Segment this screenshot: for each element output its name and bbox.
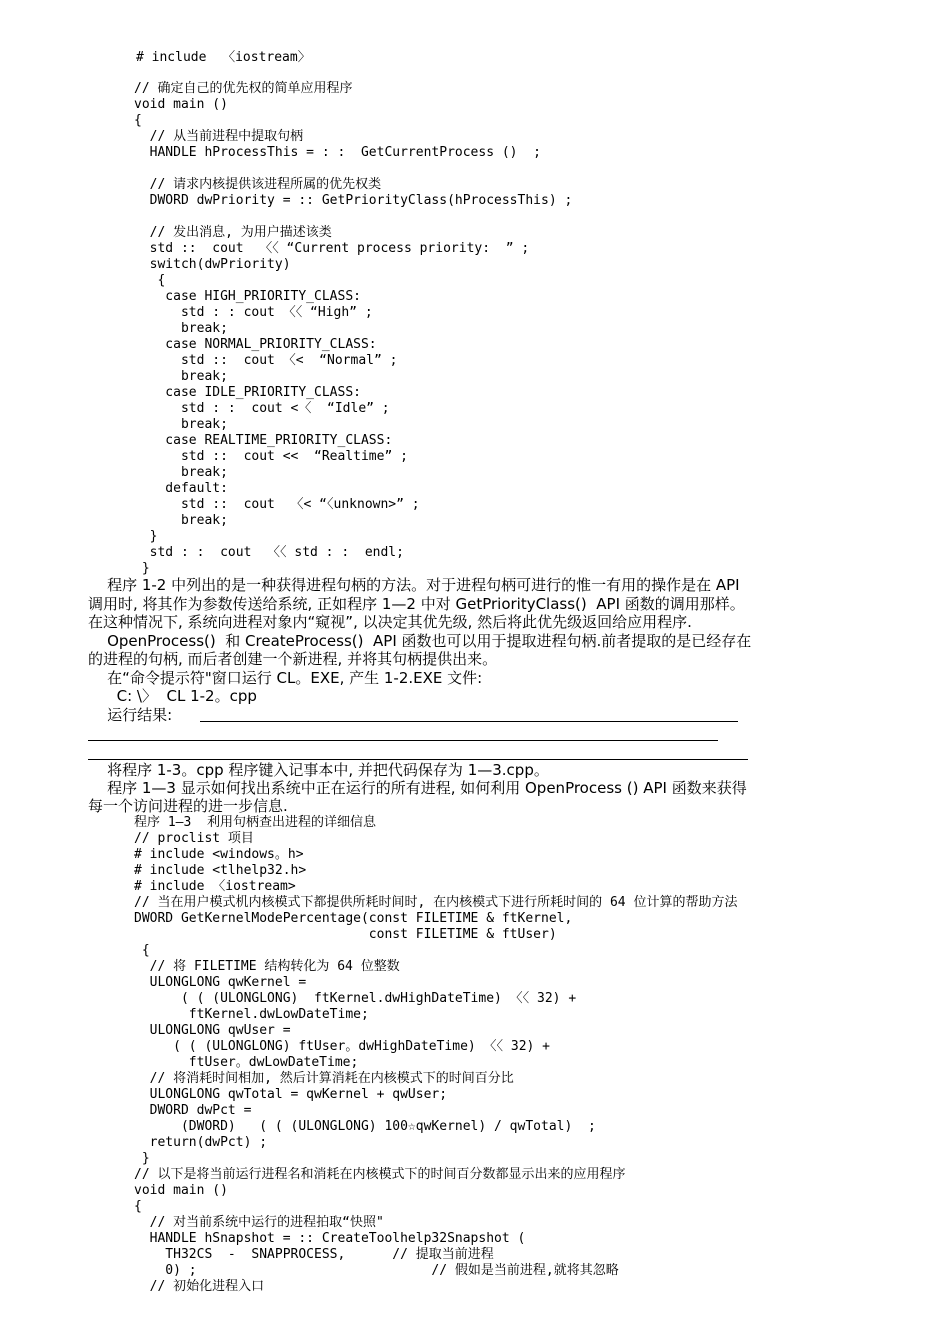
code-line: // 对当前系统中运行的进程拍取“快照" bbox=[134, 1215, 384, 1230]
code-line: void main () bbox=[134, 1183, 228, 1198]
code-line: // proclist 项目 bbox=[134, 831, 254, 846]
answer-line bbox=[88, 759, 748, 760]
code-line: HANDLE hProcessThis = : : GetCurrentProcess () ; bbox=[134, 145, 541, 160]
code-line: // 确定自己的优先权的简单应用程序 bbox=[134, 81, 353, 96]
code-line: { bbox=[134, 113, 142, 128]
code-line: std :: cout 〈< “〈unknown>” ; bbox=[134, 497, 420, 512]
command-line: C: \〉 CL 1-2。cpp bbox=[88, 687, 257, 705]
code-line: void main () bbox=[134, 97, 228, 112]
code-line: default: bbox=[134, 481, 228, 496]
code-line: DWORD dwPriority = :: GetPriorityClass(hProcessThis) ; bbox=[134, 193, 573, 208]
code-caption: 程序 1—3 利用句柄查出进程的详细信息 bbox=[134, 815, 376, 830]
body-text-line: 程序 1-2 中列出的是一种获得进程句柄的方法。对于进程句柄可进行的惟一有用的操作是在 API bbox=[88, 576, 740, 594]
code-line: ( ( (ULONGLONG) ftUser。dwHighDateTime) 〈〈 32) + bbox=[134, 1039, 551, 1054]
code-line: // 发出消息, 为用户描述该类 bbox=[134, 225, 332, 240]
body-text-line: 每一个访问进程的进一步信息. bbox=[88, 797, 288, 815]
body-text-line: 程序 1—3 显示如何找出系统中正在运行的所有进程, 如何利用 OpenProcess () API 函数来获得 bbox=[88, 779, 747, 797]
code-line: std :: cout 〈< “Normal” ; bbox=[134, 353, 398, 368]
code-line: break; bbox=[134, 513, 228, 528]
code-line: // 当在用户模式机内核模式下都提供所耗时间时, 在内核模式下进行所耗时间的 64 位计算的帮助方法 bbox=[134, 895, 738, 910]
code-line: ( ( (ULONGLONG) ftKernel.dwHighDateTime) 〈〈 32) + bbox=[134, 991, 577, 1006]
answer-line bbox=[200, 721, 738, 722]
code-line: const FILETIME & ftUser) bbox=[134, 927, 557, 942]
body-text-line: OpenProcess() 和 CreateProcess() API 函数也可以用于提取进程句柄.前者提取的是已经存在 bbox=[88, 632, 752, 650]
code-line: 0) ; // 假如是当前进程,就将其忽略 bbox=[134, 1263, 619, 1278]
code-line: return(dwPct) ; bbox=[134, 1135, 268, 1150]
code-line: // 将 FILETIME 结构转化为 64 位整数 bbox=[134, 959, 400, 974]
body-text-line: 将程序 1-3。cpp 程序键入记事本中, 并把代码保存为 1—3.cpp。 bbox=[88, 761, 549, 779]
code-line: } bbox=[134, 1151, 150, 1166]
code-line: } bbox=[134, 529, 158, 544]
code-line: ULONGLONG qwKernel = bbox=[134, 975, 307, 990]
body-text-line: 在这种情况下, 系统向进程对象内“窥视”, 以决定其优先级, 然后将此优先级返回给应用程序. bbox=[88, 613, 692, 631]
code-line: break; bbox=[134, 321, 228, 336]
code-line: // 请求内核提供该进程所属的优先权类 bbox=[134, 177, 382, 192]
code-line: # include <tlhelp32.h> bbox=[134, 863, 307, 878]
code-line: { bbox=[134, 1199, 142, 1214]
code-line: break; bbox=[134, 369, 228, 384]
code-line: // 将消耗时间相加, 然后计算消耗在内核模式下的时间百分比 bbox=[134, 1071, 514, 1086]
code-line: TH32CS - SNAPPROCESS, // 提取当前进程 bbox=[134, 1247, 494, 1262]
code-line: ftUser。dwLowDateTime; bbox=[134, 1055, 359, 1070]
code-line: case NORMAL_PRIORITY_CLASS: bbox=[134, 337, 377, 352]
code-line: // 从当前进程中提取句柄 bbox=[134, 129, 304, 144]
code-line: { bbox=[134, 943, 150, 958]
code-line: DWORD GetKernelModePercentage(const FILETIME & ftKernel, bbox=[134, 911, 573, 926]
code-line: case REALTIME_PRIORITY_CLASS: bbox=[134, 433, 393, 448]
code-line: // 以下是将当前运行进程名和消耗在内核模式下的时间百分数都显示出来的应用程序 bbox=[134, 1167, 626, 1182]
answer-line bbox=[88, 740, 718, 741]
code-line: std : : cout 〈〈 std : : endl; bbox=[134, 545, 404, 560]
code-line: break; bbox=[134, 465, 228, 480]
code-line: DWORD dwPct = bbox=[134, 1103, 252, 1118]
code-line: case HIGH_PRIORITY_CLASS: bbox=[134, 289, 361, 304]
code-line: ftKernel.dwLowDateTime; bbox=[134, 1007, 369, 1022]
result-label: 运行结果: bbox=[88, 706, 173, 724]
code-line: break; bbox=[134, 417, 228, 432]
code-line: # include <windows。h> bbox=[134, 847, 304, 862]
body-text-line: 调用时, 将其作为参数传送给系统, 正如程序 1—2 中对 GetPriorityClass() API 函数的调用那样。 bbox=[88, 595, 745, 613]
code-line: std : : cout <〈 “Idle” ; bbox=[134, 401, 390, 416]
code-line: (DWORD) ( ( (ULONGLONG) 100☆qwKernel) / qwTotal) ; bbox=[134, 1119, 596, 1134]
body-text-line: 在“命令提示符"窗口运行 CL。EXE, 产生 1-2.EXE 文件: bbox=[88, 669, 483, 687]
code-line: # include 〈iostream> bbox=[134, 879, 296, 894]
code-line: ULONGLONG qwUser = bbox=[134, 1023, 291, 1038]
code-line: } bbox=[134, 561, 150, 576]
code-line: std :: cout << “Realtime” ; bbox=[134, 449, 408, 464]
code-line: // 初始化进程入口 bbox=[134, 1279, 265, 1294]
code-line: # include 〈iostream〉 bbox=[136, 50, 311, 65]
code-line: HANDLE hSnapshot = :: CreateToolhelp32Snapshot ( bbox=[134, 1231, 526, 1246]
code-line: switch(dwPriority) bbox=[134, 257, 291, 272]
code-line: std :: cout 〈〈 “Current process priority: ” ; bbox=[134, 241, 530, 256]
code-line: { bbox=[134, 273, 166, 288]
code-line: std : : cout 〈〈 “High” ; bbox=[134, 305, 373, 320]
code-line: case IDLE_PRIORITY_CLASS: bbox=[134, 385, 361, 400]
body-text-line: 的进程的句柄, 而后者创建一个新进程, 并将其句柄提供出来。 bbox=[88, 650, 498, 668]
code-line: ULONGLONG qwTotal = qwKernel + qwUser; bbox=[134, 1087, 448, 1102]
